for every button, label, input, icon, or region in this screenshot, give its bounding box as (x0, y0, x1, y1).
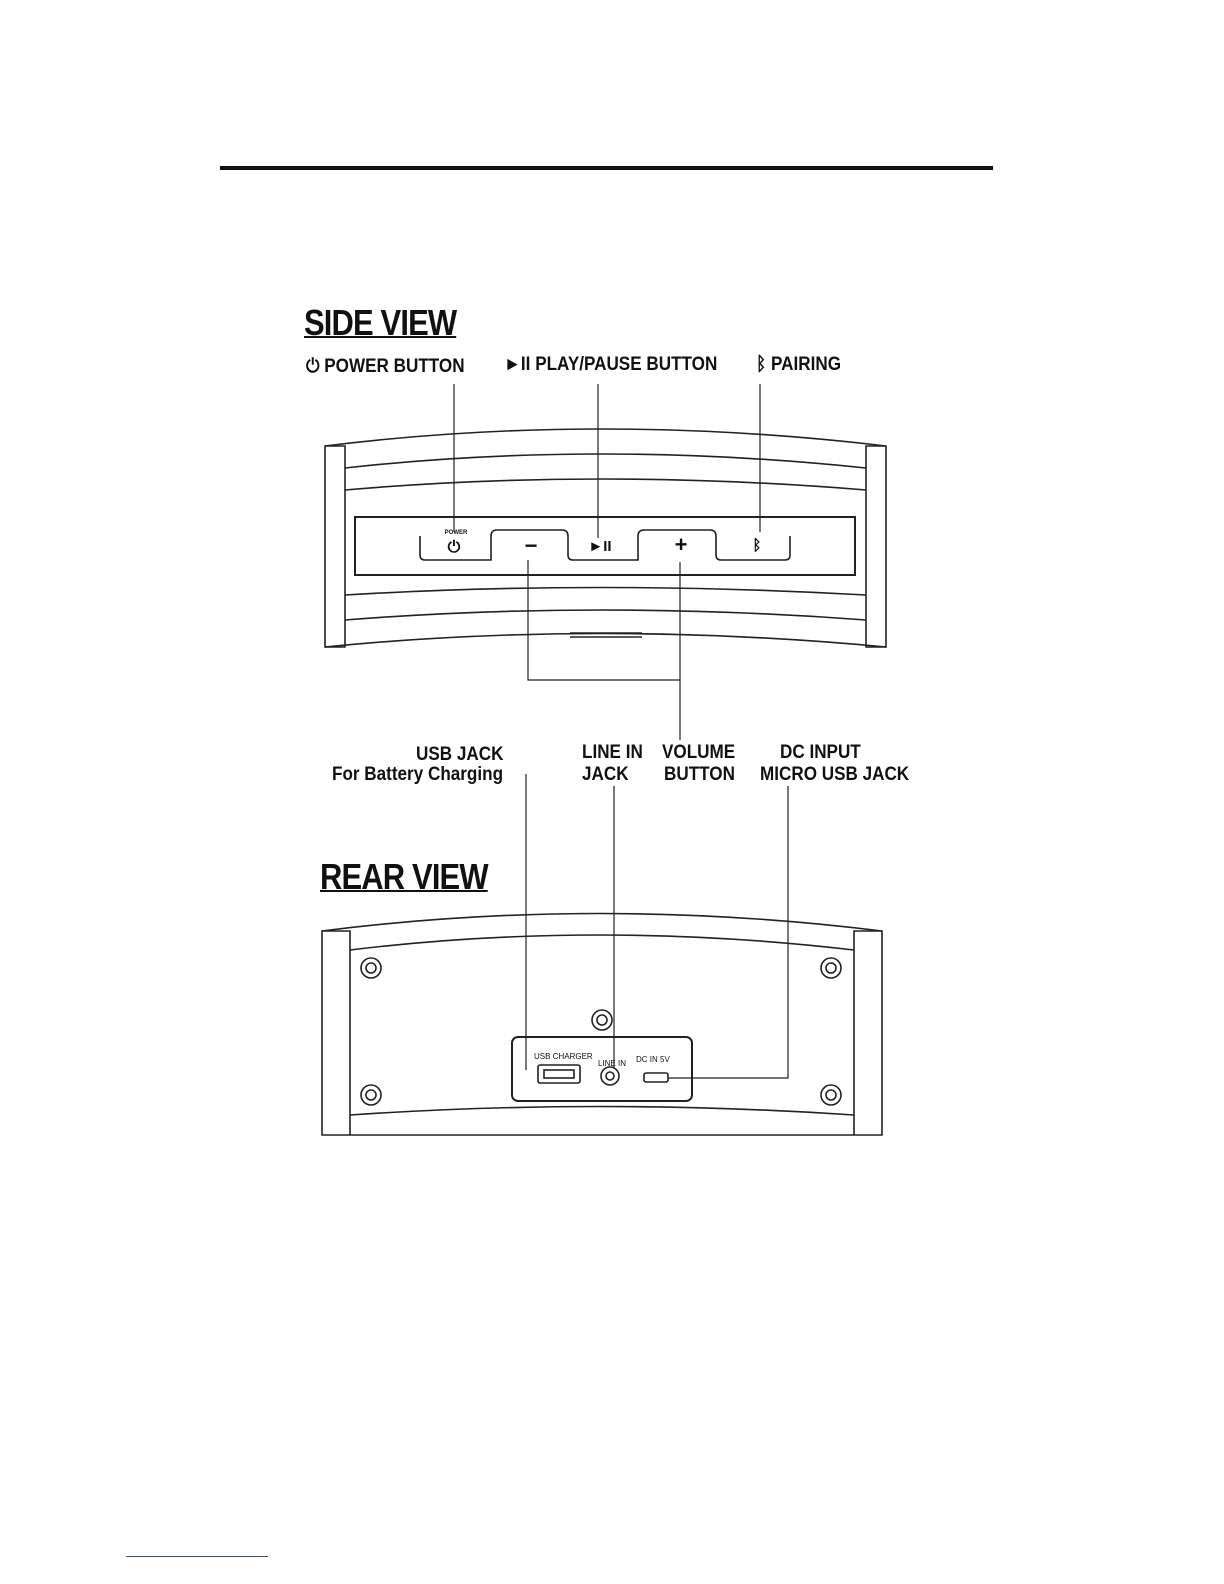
power-icon: ⏻ (306, 356, 320, 377)
volume-label-1: VOLUME (662, 742, 736, 763)
usb-jack-label-2: For Battery Charging (332, 764, 504, 785)
dc-in-text: DC IN 5V (636, 1055, 670, 1064)
bluetooth-icon: ᛒ (756, 354, 767, 375)
footer-link-line (126, 1556, 268, 1557)
play-pause-button-icon: ►II (588, 538, 612, 555)
bluetooth-button-icon: ᛒ (752, 537, 762, 554)
line-in-text: LINE IN (598, 1059, 627, 1068)
speaker-diagram (298, 300, 910, 1150)
line-in-label-1: LINE IN (582, 742, 643, 763)
device-drawing (298, 300, 910, 1150)
side-view-title: SIDE VIEW (304, 302, 457, 343)
dc-input-label-1: DC INPUT (780, 742, 861, 763)
rear-view-body (322, 914, 882, 1136)
play-pause-icon: ►II (504, 354, 531, 375)
minus-icon: − (524, 533, 538, 558)
power-button-icon: ⏻ (447, 539, 461, 556)
volume-label-2: BUTTON (664, 764, 735, 785)
line-in-label-2: JACK (582, 764, 629, 785)
usb-jack-label-1: USB JACK (416, 744, 504, 765)
play-pause-label: ►II PLAY/PAUSE BUTTON (504, 354, 718, 375)
pairing-label: ᛒ PAIRING (756, 354, 842, 375)
header-rule (220, 166, 993, 170)
dc-input-label-2: MICRO USB JACK (760, 764, 910, 785)
rear-view-title: REAR VIEW (320, 856, 488, 897)
power-tiny-text: POWER (444, 530, 468, 536)
power-button-label: ⏻ POWER BUTTON (306, 356, 465, 377)
usb-charger-text: USB CHARGER (534, 1052, 593, 1061)
plus-icon: + (674, 532, 688, 557)
